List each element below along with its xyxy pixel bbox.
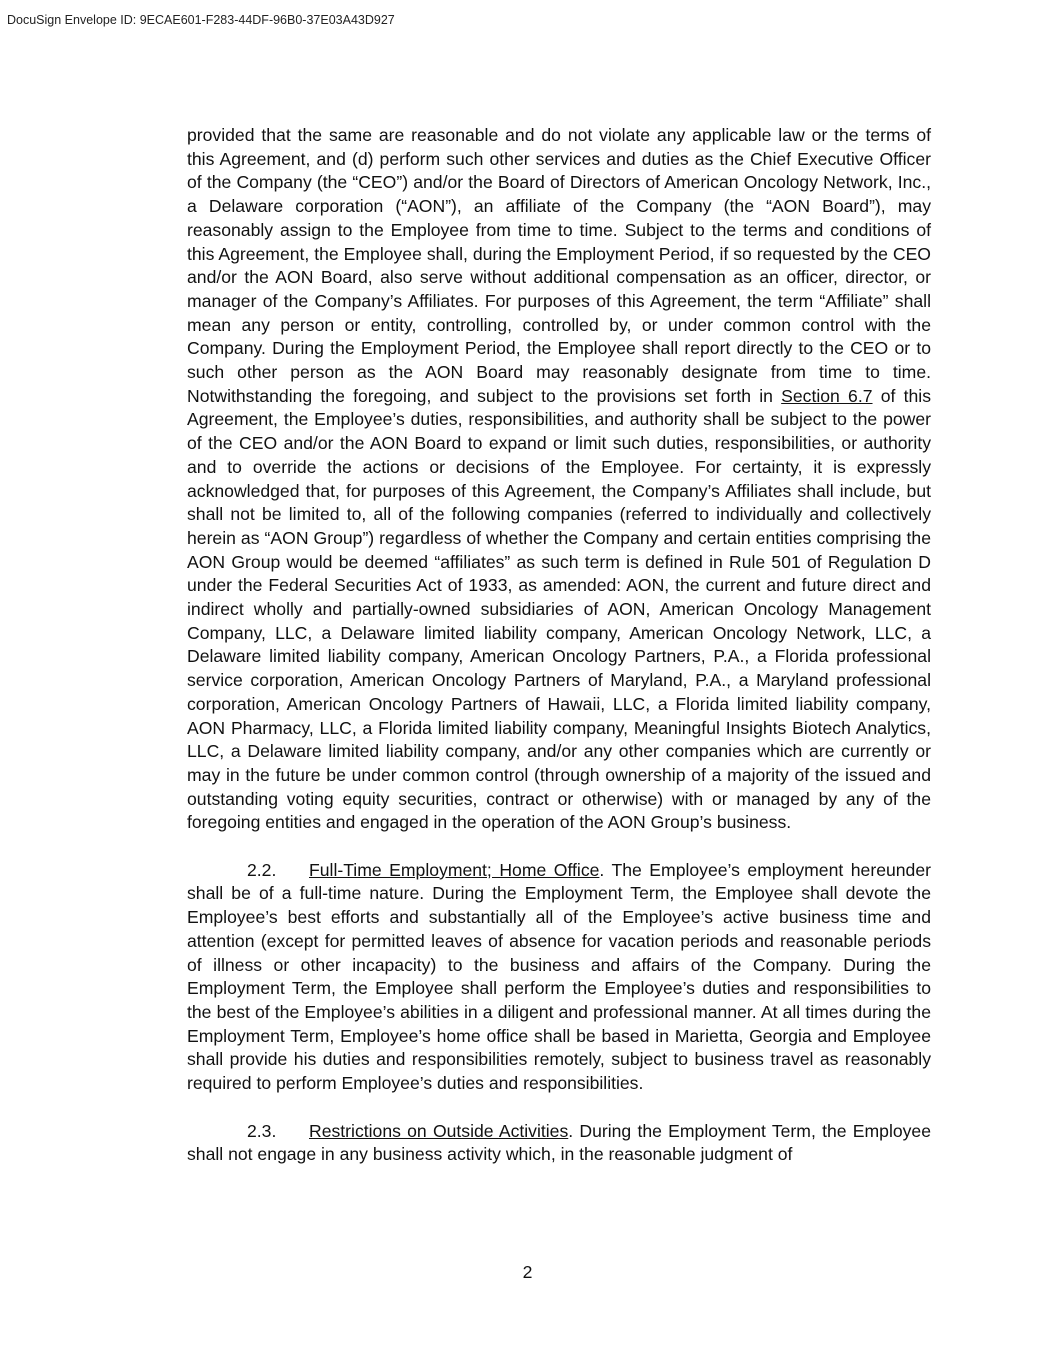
section-2-2 xyxy=(187,859,931,1096)
section-text: . The Employee’s employment hereunder shall be of a full-time nature. During the Employment Term, the Employee shall devote the Employee’s best efforts and substantially all of the Employee’s active business time and attention (except for permitted leaves of absence for vacation periods and reasonable periods of illness or other incapacity) to the business and affairs of the Company. During the Employment Term, the Employee shall perform the Employee’s duties and responsibilities to the best of the Employee’s abilities in a diligent and professional manner. At all times during the Employment Term, Employee’s home office shall be based in Marietta, Georgia and Employee shall provide his duties and responsibilities remotely, subject to business travel as reasonably required to perform Employee’s duties and responsibilities. xyxy=(187,859,931,1094)
paragraph-text: provided that the same are reasonable and do not violate any applicable law or the terms of this Agreement, and (d) perform such other services and duties as the Chief Executive Officer of the Company (the “CEO”) and/or the Board of Directors of American Oncology Network, Inc., a Delaware corporation (“AON”), an affiliate of the Company (the “AON Board”), may reasonably assign to the Employee from time to time. Subject to the terms and conditions of this Agreement, the Employee shall, during the Employment Period, if so requested by the CEO and/or the AON Board, also serve without additional compensation as an officer, director, or manager of the Company’s Affiliates. For purposes of this Agreement, the term “Affiliate” shall mean any person or entity, controlling, controlled by, or under common control with the Company. During the Employment Period, the Employee shall report directly to the CEO or to such other person as the AON Board may reasonably designate from time to time. Notwithstanding the foregoing, and subject to the provisions set forth in xyxy=(187,125,931,406)
section-heading: Restrictions on Outside Activities xyxy=(309,1120,569,1141)
section-2-3 xyxy=(187,1120,931,1167)
envelope-id: DocuSign Envelope ID: 9ECAE601-F283-44DF-96B0-37E03A43D927 xyxy=(7,13,395,27)
document-body xyxy=(187,124,931,1167)
section-heading: Full-Time Employment; Home Office xyxy=(309,859,600,880)
section-number: 2.2. xyxy=(247,859,277,880)
paragraph-2-1-continued xyxy=(187,124,931,835)
section-reference-link: Section 6.7 xyxy=(781,385,873,406)
paragraph-text: of this Agreement, the Employee’s duties, responsibilities, and authority shall be subject to the power of the CEO and/or the AON Board to expand or limit such duties, responsibilities, or authority and to override the actions or decisions of the Employee. For certainty, it is expressly acknowledged that, for purposes of this Agreement, the Company’s Affiliates shall include, but shall not be limited to, all of the following companies (referred to individually and collectively herein as “AON Group”) regardless of whether the Company and certain entities comprising the AON Group would be deemed “affiliates” as such term is defined in Rule 501 of Regulation D under the Federal Securities Act of 1933, as amended: AON, the current and future direct and indirect wholly and partially-owned subsidiaries of AON, American Oncology Management Company, LLC, a Delaware limited liability company, American Oncology Network, LLC, a Delaware limited liability company, American Oncology Partners, P.A., a Florida professional service corporation, American Oncology Partners of Maryland, P.A., a Maryland professional corporation, American Oncology Partners of Hawaii, LLC, a Florida limited liability company, AON Pharmacy, LLC, a Florida limited liability company, Meaningful Insights Biotech Analytics, LLC, a Delaware limited liability company, and/or any other companies which are currently or may in the future be under common control (through ownership of a majority of the issued and outstanding voting equity securities, contract or otherwise) with or managed by any of the foregoing entities and engaged in the operation of the AON Group’s business. xyxy=(187,385,932,833)
section-number: 2.3. xyxy=(247,1120,277,1141)
section-text: . During the Employment Term, the Employee shall not engage in any business activity which, in the reasonable judgment of xyxy=(187,1120,931,1165)
page-number: 2 xyxy=(522,1262,533,1282)
